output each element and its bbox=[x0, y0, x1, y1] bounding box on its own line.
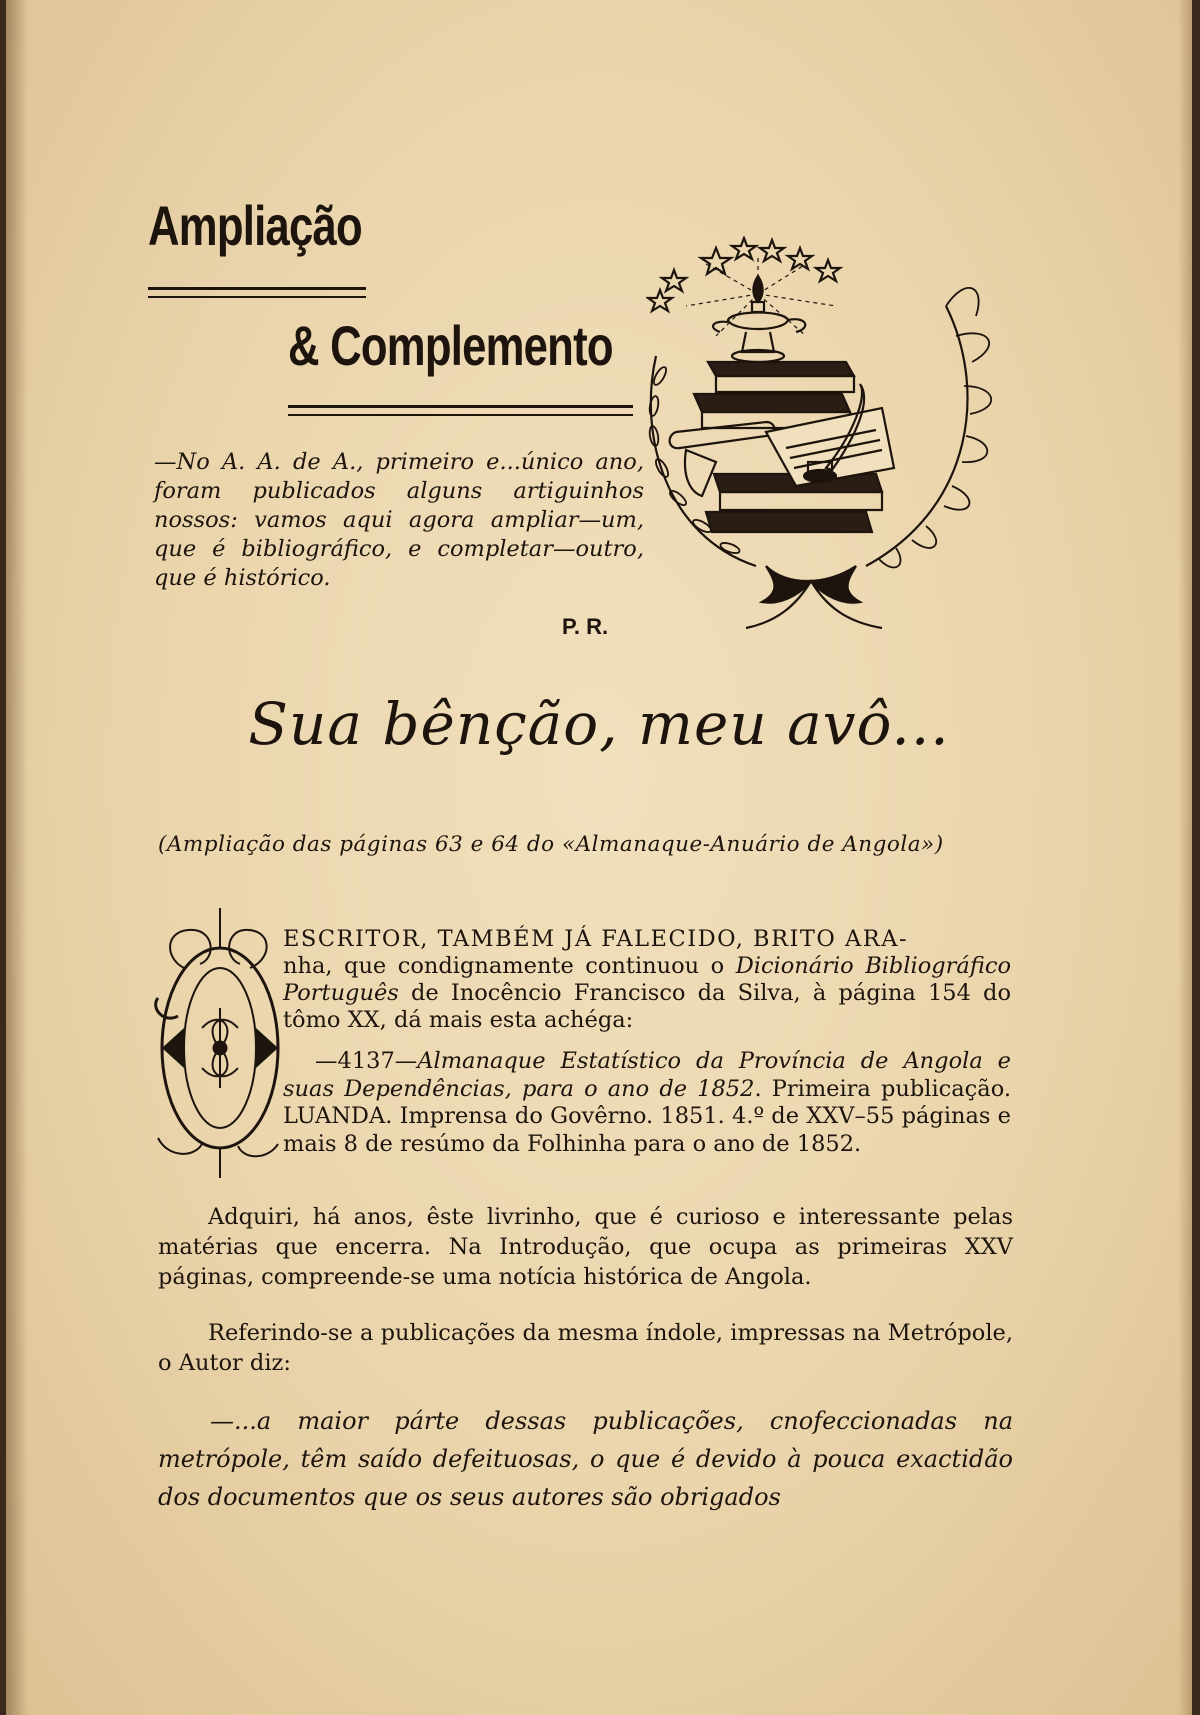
intro-signature: P. R. bbox=[562, 614, 609, 639]
bibliographic-entry bbox=[283, 1048, 1011, 1158]
entry-details: . Primeira publicação. LUANDA. Imprensa do Govêrno. 1851. 4.º de XXV–55 páginas e mais 8 de resúmo da Folhinha para o ano de 1852. bbox=[283, 1075, 1012, 1157]
intro-paragraph: —No A. A. de A., primeiro e...único ano, foram publicados alguns artiguinhos nossos: vamos aqui agora ampliar—um, que é bibliográfico, e completar—outro, que é histórico. bbox=[154, 449, 644, 591]
quoted-passage: —...a maior párte dessas publicações, cnofeccionadas na metrópole, têm saído defeituosas, o que é devido à pouca exactidão dos documentos que os seus autores são obrigados bbox=[158, 1407, 1013, 1511]
ornamental-initial-o-icon bbox=[154, 908, 284, 1178]
first-paragraph-book-title: Dicionário Bibliográfico Português bbox=[283, 953, 1011, 1006]
first-paragraph-text-a: nha, que condignamente continuou o bbox=[283, 953, 736, 979]
section-title-line2: & Complemento bbox=[288, 314, 613, 377]
title-rule-1 bbox=[148, 287, 366, 298]
section-title-line1: Ampliação bbox=[148, 194, 362, 257]
second-paragraph: Adquiri, há anos, êste livrinho, que é curioso e interessante pelas matérias que encerra. Na Introdução, que ocupa as primeiras XXV páginas, compreende-se uma notícia histórica de Angola. bbox=[158, 1204, 1013, 1290]
first-paragraph-caps: ESCRITOR, TAMBÉM JÁ FALECIDO, BRITO ARA- bbox=[283, 926, 909, 952]
star-icon bbox=[648, 238, 840, 311]
oil-lamp-icon bbox=[713, 276, 805, 362]
entry-book-title: Almanaque Estatístico da Província de Angola e suas Dependências, para o ano de 1852 bbox=[283, 1048, 1011, 1102]
lamp-books-wreath-emblem-icon bbox=[646, 236, 1006, 636]
document-page bbox=[6, 0, 1192, 1715]
page-edge-shadow bbox=[1178, 0, 1192, 1715]
article-subtitle: (Ampliação das páginas 63 e 64 do «Almanaque-Anuário de Angola») bbox=[158, 832, 944, 857]
first-paragraph bbox=[283, 926, 1011, 1034]
first-paragraph-text-b: de Inocêncio Francisco da Silva, à página 154 do tômo XX, dá mais esta achéga: bbox=[283, 980, 1011, 1033]
page-binding-shadow bbox=[6, 0, 28, 1715]
third-paragraph: Referindo-se a publicações da mesma índole, impressas na Metrópole, o Autor diz: bbox=[158, 1320, 1013, 1376]
article-title: Sua bênção, meu avô... bbox=[248, 690, 950, 758]
title-rule-2 bbox=[288, 405, 633, 416]
entry-number: —4137— bbox=[315, 1048, 418, 1074]
